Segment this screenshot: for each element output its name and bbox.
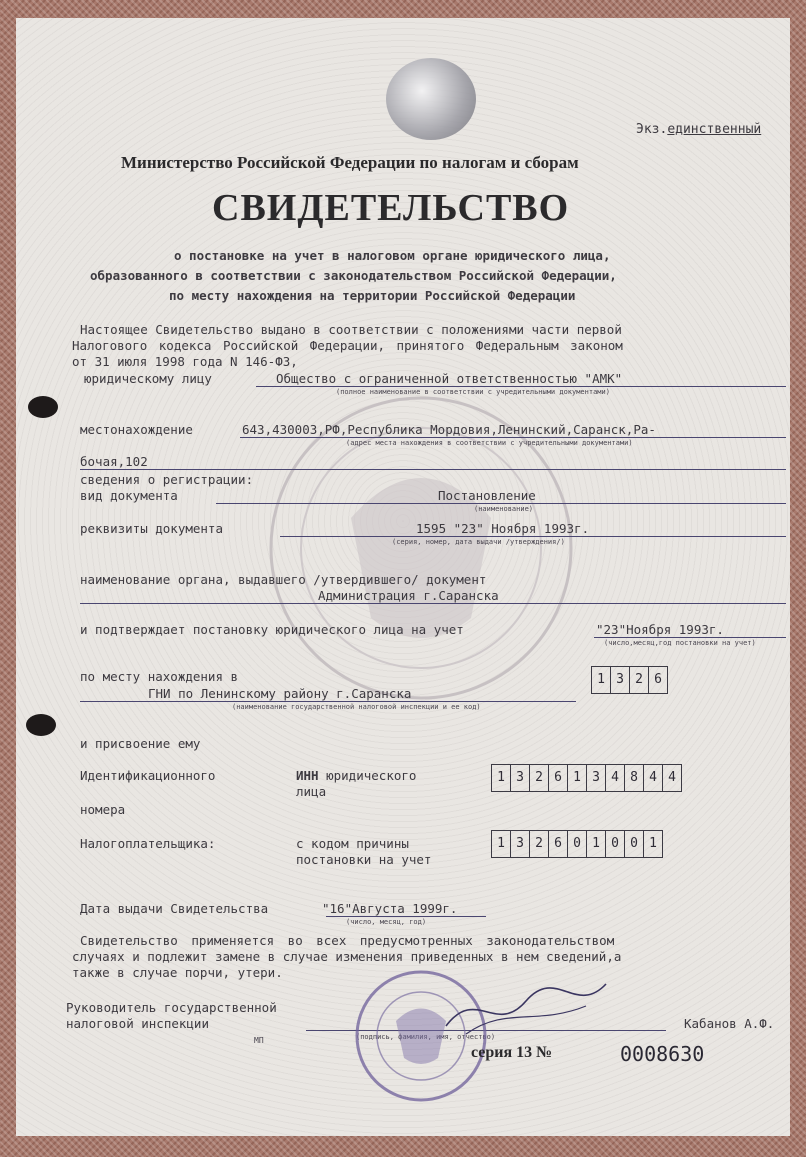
inn-digit: 1 [567,764,587,792]
location-caption: (адрес места нахождения в соответствии с учредительными документами) [346,439,633,447]
intro-line-3: от 31 июля 1998 года N 146-ФЗ, [72,354,298,369]
inn-digit: 3 [510,764,530,792]
inn-digit: 1 [491,764,511,792]
code-digit: 2 [629,666,649,694]
confirm-caption: (число,месяц,год постановки на учет) [604,639,756,647]
confirm-date: "23"Ноября 1993г. [596,622,724,637]
doc-type-label: вид документа [80,488,178,503]
kpp-label-1: с кодом причины [296,836,409,851]
applies-line-3: также в случае порчи, утери. [72,965,283,980]
doc-type-value: Постановление [438,488,536,503]
intro-line-1: Настоящее Свидетельство выдано в соответствии с положениями части первой [80,322,622,337]
intro-line-2: Налогового кодекса Российской Федерации, принятого Федеральным законом [72,338,623,353]
inn-cells [492,764,682,792]
inn-digit: 6 [548,764,568,792]
subtitle-line-3: по месту нахождения на территории Российской Федерации [169,288,576,303]
inn-digit: 4 [643,764,663,792]
inn-digit: 4 [662,764,682,792]
location-value-2: бочая,102 [80,454,148,469]
kpp-digit: 1 [491,830,511,858]
kpp-digit: 6 [548,830,568,858]
confirm-underline [594,637,786,638]
inn-label: ИНН юридического [296,768,417,783]
head-title-line-2: налоговой инспекции [66,1016,209,1031]
kpp-label-2: постановки на учет [296,852,432,867]
kpp-digit: 0 [605,830,625,858]
applies-line-1: Свидетельство применяется во всех предусмотренных законодательством [80,933,615,948]
location-underline-2 [80,469,786,470]
location-underline-1 [240,437,786,438]
applies-line-2: случаях и подлежит замене в случае изменения приведенных в нем сведений,а [72,949,622,964]
document-title: СВИДЕТЕЛЬСТВО [212,187,570,229]
kpp-cells [492,830,663,858]
punch-hole-upper [28,396,58,418]
tax-office-code [592,666,668,694]
kpp-digit: 0 [567,830,587,858]
stamp-place-label: МП [254,1036,264,1045]
inn-digit: 8 [624,764,644,792]
ministry-name: Министерство Российской Федерации по налогам и сборам [121,153,579,172]
entity-caption: (полное наименование в соответствии с учредительными документами) [336,388,610,396]
inn-digit: 3 [586,764,606,792]
doc-type-caption: (наименование) [474,505,534,513]
head-name: Кабанов А.Ф. [684,1016,775,1031]
issue-label: Дата выдачи Свидетельства [80,901,269,916]
details-underline [280,536,786,537]
kpp-digit: 3 [510,830,530,858]
kpp-digit: 1 [586,830,606,858]
assign-label: и присвоение ему [80,736,201,751]
issue-underline [326,916,486,917]
head-title-line-1: Руководитель государственной [66,1000,277,1015]
assign-left-3: Налогоплательщика: [80,836,216,851]
registration-label: сведения о регистрации: [80,472,254,487]
issue-caption: (число, месяц, год) [346,918,427,926]
inn-digit: 4 [605,764,625,792]
signature-caption: (подпись, фамилия, имя, отчество) [356,1033,496,1041]
assign-left-2: номера [80,802,126,817]
copy-note: Экз.единственный [636,122,762,137]
entity-underline [256,386,786,387]
certificate-sheet [16,18,790,1136]
kpp-digit: 2 [529,830,549,858]
confirm-text: и подтверждает постановку юридического лица на учет [80,622,464,637]
code-digit: 3 [610,666,630,694]
subtitle-line-2: образованного в соответствии с законодательством Российской Федерации, [90,268,617,283]
kpp-digit: 0 [624,830,644,858]
issue-value: "16"Августа 1999г. [322,901,458,916]
tax-office-underline [80,701,576,702]
location-value-1: 643,430003,РФ,Республика Мордовия,Ленинский,Саранск,Ра- [242,422,656,437]
subtitle-line-1: о постановке на учет в налоговом органе юридического лица, [174,248,611,263]
details-caption: (серия, номер, дата выдачи /утверждения/) [392,538,565,546]
series-number: 0008630 [620,1042,705,1066]
tax-office-label: по месту нахождения в [80,669,239,684]
details-label: реквизиты документа [80,521,223,536]
entity-label: юридическому лицу [84,371,212,386]
details-value: 1595 "23" Ноября 1993г. [416,521,590,536]
issuer-value: Администрация г.Саранска [318,588,499,603]
location-label: местонахождение [80,422,193,437]
signature-scribble [436,976,616,1046]
assign-left-1: Идентификационного [80,768,216,783]
code-digit: 6 [648,666,668,694]
code-digit: 1 [591,666,611,694]
punch-hole-lower [26,714,56,736]
doc-type-underline [216,503,786,504]
kpp-digit: 1 [643,830,663,858]
series-label: серия 13 № [471,1044,553,1061]
hologram-emblem [386,58,476,140]
inn-label-line-2: лица [296,784,327,799]
inn-digit: 2 [529,764,549,792]
issuer-underline [80,603,786,604]
tax-office-value: ГНИ по Ленинскому району г.Саранска [148,686,412,701]
entity-value: Общество с ограниченной ответственностью "АМК" [276,371,623,386]
issuer-label: наименование органа, выдавшего /утвердившего/ документ [80,572,487,587]
tax-office-caption: (наименование государственной налоговой инспекции и ее код) [232,703,481,711]
